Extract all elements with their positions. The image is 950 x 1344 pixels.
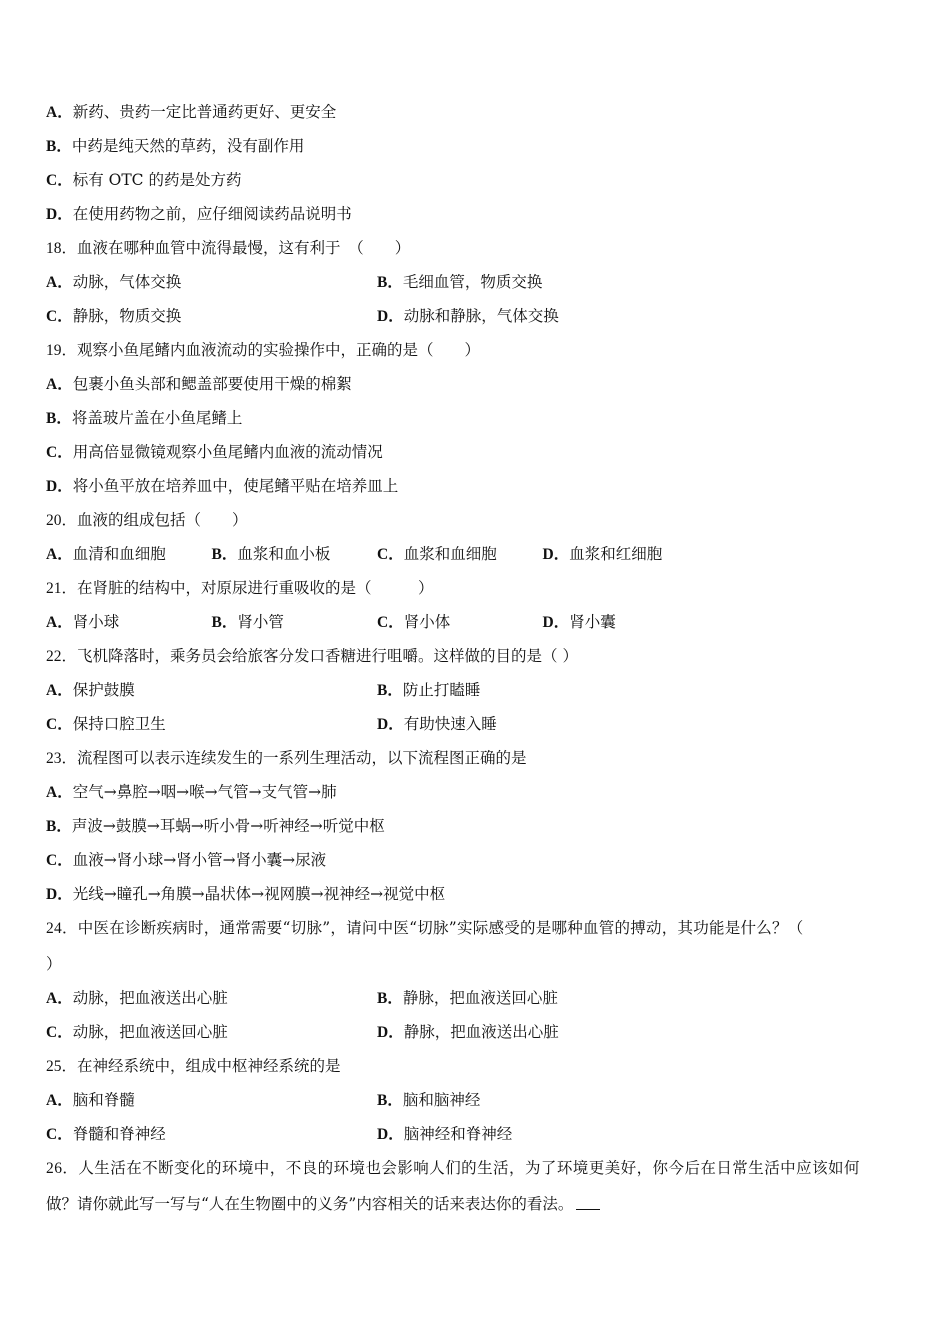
option-text: 肾小管 <box>237 613 284 631</box>
q18-option-d <box>377 304 708 329</box>
q18-option-c <box>46 304 377 329</box>
q24-option-d <box>377 1020 708 1045</box>
q22-option-a <box>46 678 377 703</box>
q17-option-b <box>46 134 304 158</box>
q20-option-c <box>377 542 543 567</box>
option-letter: D． <box>46 478 73 495</box>
q25-options-row-1 <box>46 1088 708 1112</box>
option-letter: B． <box>211 546 238 563</box>
q20-option-b <box>212 542 378 567</box>
question-number: 23． <box>46 750 78 767</box>
option-letter: D． <box>46 886 73 903</box>
option-text: 新药、贵药一定比普通药更好、更安全 <box>72 103 337 121</box>
option-text: 血浆和血小板 <box>237 545 331 563</box>
q21-option-c <box>377 610 543 635</box>
option-text: 用高倍显微镜观察小鱼尾鳍内血液的流动情况 <box>72 443 383 461</box>
option-text: 静脉，物质交换 <box>72 307 182 325</box>
option-text: 动脉，把血液送回心脏 <box>72 1023 228 1041</box>
option-text: 血清和血细胞 <box>72 545 166 563</box>
option-letter: C． <box>377 546 404 563</box>
option-letter: C． <box>46 444 73 461</box>
q18-stem <box>46 236 410 260</box>
q18-option-b <box>377 270 708 295</box>
option-text: 动脉，气体交换 <box>72 273 182 291</box>
option-text: 有助快速入睡 <box>403 715 497 733</box>
option-letter: B． <box>46 138 72 155</box>
q21-option-a <box>46 610 212 635</box>
q22-option-c <box>46 712 377 737</box>
option-text: 脑神经和脊神经 <box>403 1125 513 1143</box>
q25-options-row-2 <box>46 1122 708 1146</box>
q25-option-b <box>377 1088 708 1113</box>
q22-options-row-2 <box>46 712 708 736</box>
q17-option-c <box>46 168 241 192</box>
option-letter: B． <box>46 818 72 835</box>
q22-option-b <box>377 678 708 703</box>
option-letter: A． <box>46 376 73 393</box>
q19-stem <box>46 338 480 362</box>
option-letter: C． <box>46 852 73 869</box>
option-text: 肾小球 <box>72 613 120 631</box>
q25-option-c <box>46 1122 377 1147</box>
q20-options-row <box>46 542 708 566</box>
question-number: 18． <box>46 240 78 257</box>
q25-stem <box>46 1054 341 1078</box>
option-letter: A． <box>46 1092 73 1109</box>
option-text: 肾小囊 <box>569 613 616 631</box>
option-letter: D． <box>377 308 404 325</box>
option-letter: C． <box>46 1126 73 1143</box>
q19-option-b <box>46 406 242 430</box>
option-text: 脊髓和脊神经 <box>72 1125 166 1143</box>
option-letter: D． <box>542 546 570 563</box>
question-text-continued: ） <box>46 955 62 973</box>
option-text: 在使用药物之前，应仔细阅读药品说明书 <box>72 205 352 223</box>
q22-stem <box>46 644 578 668</box>
answer-blank[interactable] <box>576 1192 600 1210</box>
option-letter: B． <box>377 990 403 1007</box>
option-letter: D． <box>46 206 73 223</box>
option-letter: D． <box>377 716 404 733</box>
option-text: 中药是纯天然的草药，没有副作用 <box>71 137 305 155</box>
option-letter: A． <box>46 614 73 631</box>
q21-options-row <box>46 610 708 634</box>
q19-option-d <box>46 474 398 498</box>
question-number: 20． <box>46 512 78 529</box>
q21-stem <box>46 576 434 600</box>
q24-option-b <box>377 986 708 1011</box>
option-text: 标有 OTC 的药是处方药 <box>72 171 242 189</box>
question-number: 26． <box>46 1160 79 1177</box>
option-letter: B． <box>377 274 403 291</box>
q25-option-d <box>377 1122 708 1147</box>
q25-option-a <box>46 1088 377 1113</box>
q23-option-d <box>46 882 445 906</box>
q24-stem-line-1 <box>46 916 803 940</box>
option-letter: B． <box>377 682 403 699</box>
q17-option-d <box>46 202 352 226</box>
option-text: 光线→瞳孔→角膜→晶状体→视网膜→视神经→视觉中枢 <box>72 885 446 903</box>
q24-option-c <box>46 1020 377 1045</box>
option-text: 保持口腔卫生 <box>72 715 166 733</box>
option-text: 静脉，把血液送出心脏 <box>403 1023 559 1041</box>
question-text: 飞机降落时，乘务员会给旅客分发口香糖进行咀嚼。这样做的目的是（ ） <box>77 647 578 665</box>
option-letter: A． <box>46 546 73 563</box>
option-text: 肾小体 <box>403 613 451 631</box>
q20-option-d <box>543 542 709 567</box>
q22-option-d <box>377 712 708 737</box>
option-text: 脑和脑神经 <box>402 1091 481 1109</box>
option-letter: A． <box>46 682 73 699</box>
option-text: 血浆和红细胞 <box>569 545 663 563</box>
q24-options-row-2 <box>46 1020 708 1044</box>
question-text: 观察小鱼尾鳍内血液流动的实验操作中，正确的是（ ） <box>77 341 481 359</box>
q17-option-a <box>46 100 336 124</box>
question-number: 25． <box>46 1058 78 1075</box>
question-text: 中医在诊断疾病时，通常需要“切脉”，请问中医“切脉”实际感受的是哪种血管的搏动，其功能是什么？（ <box>77 919 804 937</box>
q23-option-a <box>46 780 337 804</box>
option-text: 将盖玻片盖在小鱼尾鳍上 <box>71 409 243 427</box>
q24-stem-line-2 <box>46 952 62 976</box>
option-letter: D． <box>377 1126 404 1143</box>
q21-option-d <box>543 610 709 635</box>
option-text: 动脉和静脉，气体交换 <box>403 307 559 325</box>
question-text: 在神经系统中，组成中枢神经系统的是 <box>77 1057 341 1075</box>
q23-option-b <box>46 814 385 838</box>
q18-option-a <box>46 270 377 295</box>
question-number: 19． <box>46 342 78 359</box>
option-letter: A． <box>46 274 73 291</box>
option-text: 毛细血管，物质交换 <box>402 273 543 291</box>
option-text: 将小鱼平放在培养皿中，使尾鳍平贴在培养皿上 <box>72 477 399 495</box>
option-letter: C． <box>46 1024 73 1041</box>
q19-option-a <box>46 372 352 396</box>
q19-option-c <box>46 440 383 464</box>
q20-stem <box>46 508 248 532</box>
option-text: 脑和脊髓 <box>72 1091 135 1109</box>
option-text: 声波→鼓膜→耳蜗→听小骨→听神经→听觉中枢 <box>71 817 385 835</box>
option-text: 保护鼓膜 <box>72 681 135 699</box>
q26-stem-line-1 <box>46 1156 860 1180</box>
q22-options-row-1 <box>46 678 708 702</box>
option-text: 动脉，把血液送出心脏 <box>72 989 228 1007</box>
question-number: 21． <box>46 580 78 597</box>
option-text: 包裹小鱼头部和鳃盖部要使用干燥的棉絮 <box>72 375 352 393</box>
q23-stem <box>46 746 527 770</box>
option-letter: B． <box>211 614 238 631</box>
question-text: 血液在哪种血管中流得最慢，这有利于 （ ） <box>77 239 411 257</box>
question-text: 人生活在不断变化的环境中，不良的环境也会影响人们的生活，为了环境更美好，你今后在日常生活中应该如何 <box>78 1159 860 1177</box>
question-text: 血液的组成包括（ ） <box>77 511 248 529</box>
option-text: 静脉，把血液送回心脏 <box>402 989 558 1007</box>
question-number: 22． <box>46 648 78 665</box>
option-letter: A． <box>46 104 73 121</box>
option-letter: B． <box>46 410 72 427</box>
option-letter: A． <box>46 990 73 1007</box>
option-text: 血浆和血细胞 <box>403 545 497 563</box>
q26-stem-line-2 <box>46 1192 600 1216</box>
question-text: 流程图可以表示连续发生的一系列生理活动，以下流程图正确的是 <box>77 749 527 767</box>
question-text: 在肾脏的结构中，对原尿进行重吸收的是（ ） <box>77 579 434 597</box>
question-number: 24． <box>46 920 78 937</box>
option-letter: C． <box>46 172 73 189</box>
question-text-continued: 做？请你就此写一写与“人在生物圈中的义务”内容相关的话来表达你的看法。 <box>46 1195 574 1213</box>
q18-options-row-2 <box>46 304 708 328</box>
option-letter: C． <box>377 614 404 631</box>
option-letter: D． <box>377 1024 404 1041</box>
q23-option-c <box>46 848 326 872</box>
option-text: 防止打瞌睡 <box>402 681 481 699</box>
option-text: 空气→鼻腔→咽→喉→气管→支气管→肺 <box>72 783 337 801</box>
q24-options-row-1 <box>46 986 708 1010</box>
option-letter: D． <box>542 614 570 631</box>
q20-option-a <box>46 542 212 567</box>
option-text: 血液→肾小球→肾小管→肾小囊→尿液 <box>72 851 327 869</box>
q24-option-a <box>46 986 377 1011</box>
q21-option-b <box>212 610 378 635</box>
option-letter: B． <box>377 1092 403 1109</box>
q18-options-row-1 <box>46 270 708 294</box>
option-letter: C． <box>46 308 73 325</box>
option-letter: A． <box>46 784 73 801</box>
option-letter: C． <box>46 716 73 733</box>
